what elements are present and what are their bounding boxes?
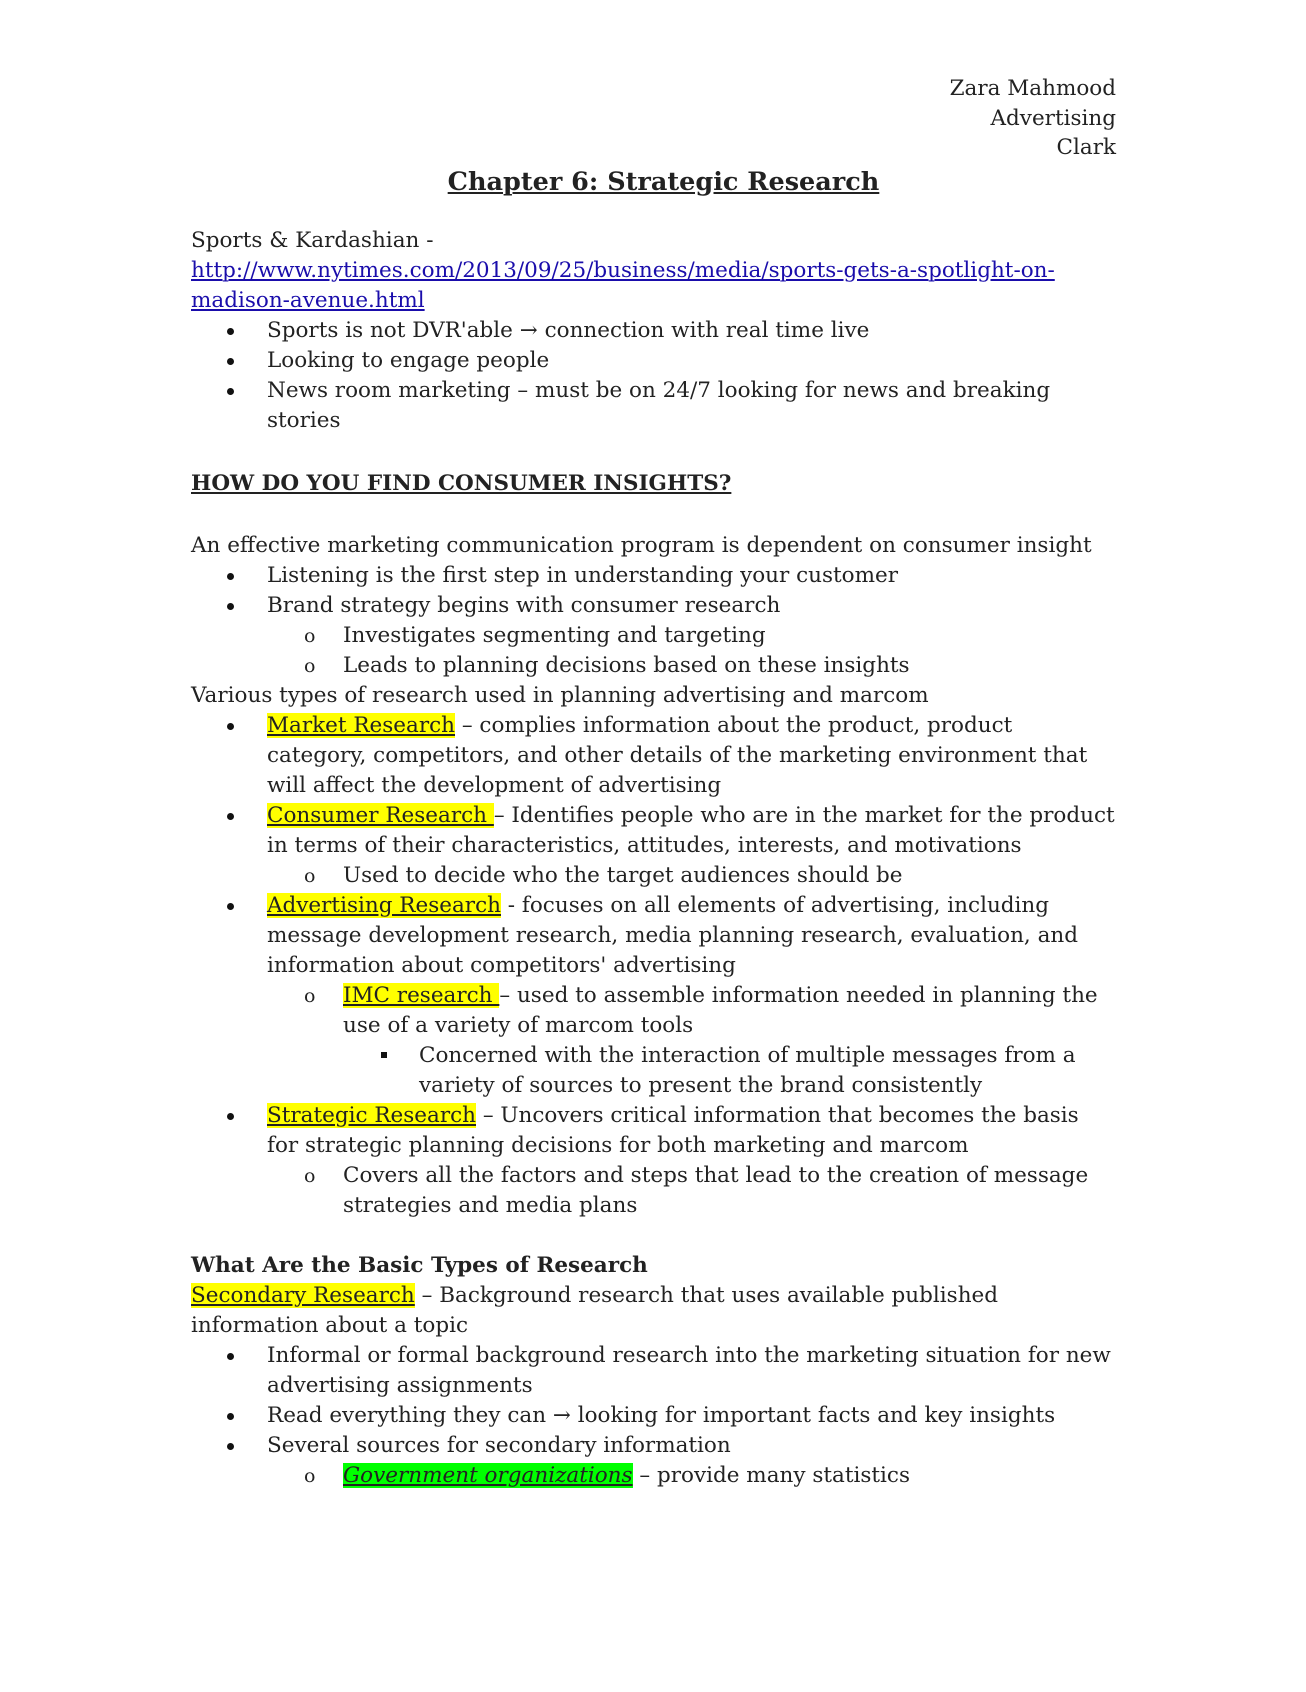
term-highlight: Consumer Research (267, 802, 494, 828)
term-highlight-green: Government organizations (343, 1462, 633, 1488)
sub-list-item: o Leads to planning decisions based on these insights (191, 651, 1116, 681)
list-item: Read everything they can → looking for important facts and key insights (191, 1401, 1116, 1431)
term-highlight: Advertising Research (267, 892, 501, 918)
secondary-research-definition: Secondary Research – Background research that uses available published information about a topic (191, 1282, 999, 1338)
insights-lead: An effective marketing communication program is dependent on consumer insight (191, 532, 1092, 558)
circle-bullet-icon: o (304, 1464, 316, 1487)
bullet-icon (227, 1353, 234, 1360)
bullet-icon (227, 573, 234, 580)
bullet-icon (227, 603, 234, 610)
list-item: Informal or formal background research into the marketing situation for new advertising assignments (191, 1341, 1116, 1401)
list-item: Sports is not DVR'able → connection with real time live (191, 316, 1116, 346)
list-item-consumer-research: Consumer Research – Identifies people who are in the market for the product in terms of their characteristics, attitudes, interests, and motivations (191, 801, 1116, 861)
circle-bullet-icon: o (304, 624, 316, 647)
course-name: Advertising (990, 105, 1116, 131)
bullet-icon (227, 1413, 234, 1420)
bullet-icon (227, 1113, 234, 1120)
author-name: Zara Mahmood (949, 76, 1116, 101)
term-highlight: Secondary Research (191, 1282, 415, 1308)
section-heading-insights: HOW DO YOU FIND CONSUMER INSIGHTS? (191, 470, 732, 496)
circle-bullet-icon: o (304, 984, 316, 1007)
list-item: Listening is the first step in understanding your customer (191, 561, 1116, 591)
sub-list-item: o Investigates segmenting and targeting (191, 621, 1116, 651)
article-link[interactable]: http://www.nytimes.com/2013/09/25/business/media/sports-gets-a-spotlight-on-madison-avenue.html (191, 257, 1055, 313)
list-item: News room marketing – must be on 24/7 looking for news and breaking stories (191, 376, 1116, 436)
bullet-icon (227, 1443, 234, 1450)
author-header (191, 74, 1116, 163)
bullet-icon (227, 328, 234, 335)
bullet-icon (227, 358, 234, 365)
square-bullet-icon (381, 1052, 387, 1058)
sub-sub-list-item: Concerned with the interaction of multiple messages from a variety of sources to present the brand consistently (191, 1041, 1116, 1101)
list-item-market-research: Market Research – complies information about the product, product category, competitors, and other details of the marketing environment that will affect the development of advertising (191, 711, 1116, 801)
sub-list-item-government: o Government organizations – provide many statistics (191, 1461, 1116, 1491)
term-highlight: Strategic Research (267, 1102, 476, 1128)
bullet-icon (227, 723, 234, 730)
bullet-icon (227, 388, 234, 395)
page-title: Chapter 6: Strategic Research (447, 166, 880, 197)
list-item: Several sources for secondary information (191, 1431, 1116, 1461)
circle-bullet-icon: o (304, 654, 316, 677)
intro-bullet-list (191, 316, 1116, 436)
research-types-lead: Various types of research used in planning advertising and marcom (191, 682, 929, 708)
sub-list-item: o Used to decide who the target audiences should be (191, 861, 1116, 891)
circle-bullet-icon: o (304, 1164, 316, 1187)
instructor-name: Clark (1056, 135, 1116, 160)
list-item-strategic-research: Strategic Research – Uncovers critical information that becomes the basis for strategic planning decisions for both marketing and marcom (191, 1101, 1116, 1161)
insights-bullet-list (191, 561, 1116, 681)
document-body (191, 74, 1116, 1491)
bullet-icon (227, 813, 234, 820)
term-highlight: IMC research (343, 982, 500, 1008)
section-heading-basic-types: What Are the Basic Types of Research (191, 1252, 648, 1278)
source-label: Sports & Kardashian - (191, 227, 434, 253)
list-item-advertising-research: Advertising Research - focuses on all elements of advertising, including message development research, media planning research, evaluation, and information about competitors' advertising (191, 891, 1116, 981)
sub-list-item-imc-research: o IMC research – used to assemble information needed in planning the use of a variety of marcom tools (304, 982, 1098, 1038)
circle-bullet-icon: o (304, 864, 316, 887)
list-item: Brand strategy begins with consumer research (191, 591, 1116, 621)
secondary-research-list (191, 1341, 1116, 1491)
sub-list-item: o Covers all the factors and steps that lead to the creation of message strategies and media plans (304, 1162, 1089, 1218)
list-item: Looking to engage people (191, 346, 1116, 376)
bullet-icon (227, 903, 234, 910)
spacer (191, 1221, 1116, 1251)
research-types-list (191, 711, 1116, 1221)
term-highlight: Market Research (267, 712, 455, 738)
